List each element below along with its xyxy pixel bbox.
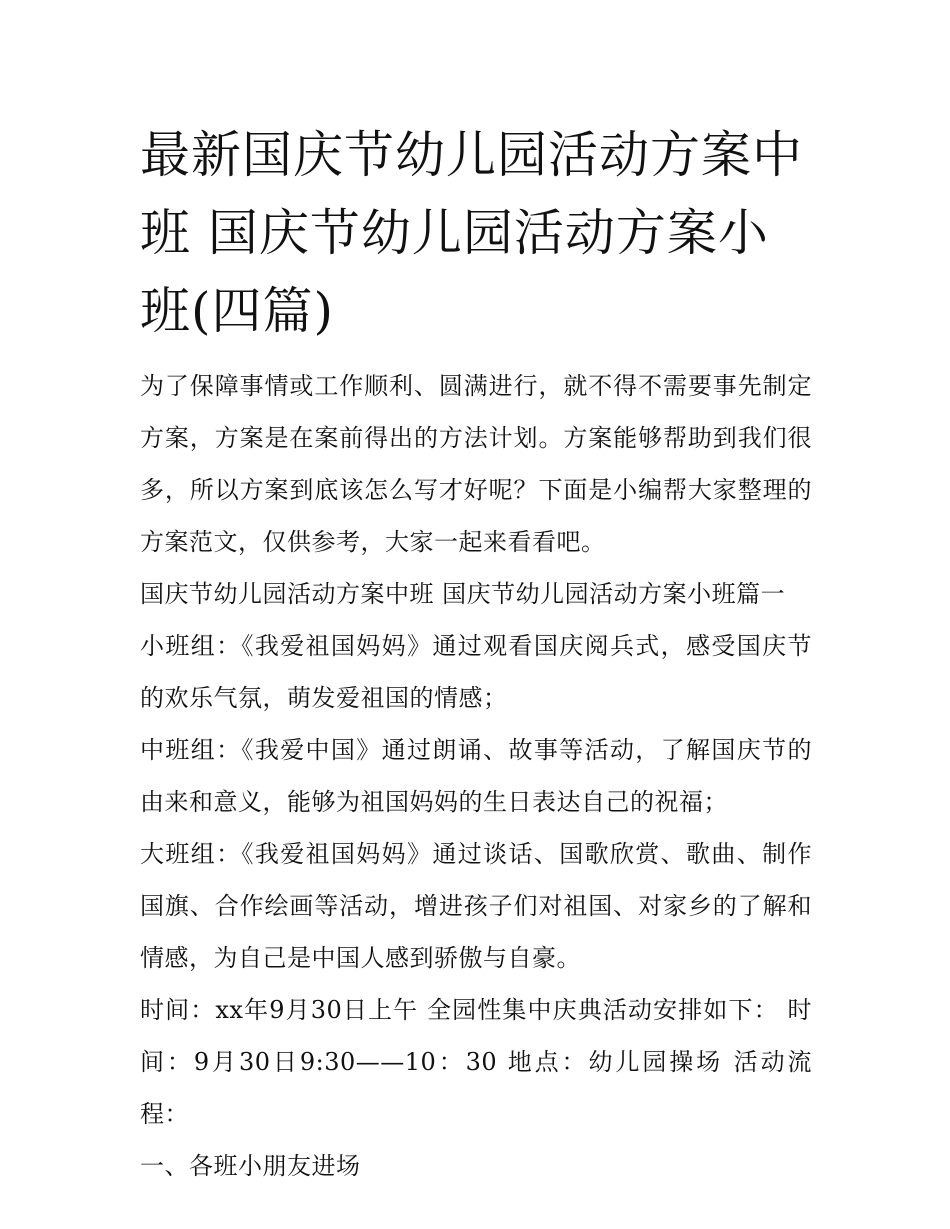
section-heading: 国庆节幼儿园活动方案中班 国庆节幼儿园活动方案小班篇一 [140,580,786,608]
paragraph-schedule: 时间：xx年9月30日上午 全园性集中庆典活动安排如下： 时间：9月30日9:30——10：30 地点：幼儿园操场 活动流程： [140,996,812,1128]
intro-paragraph: 为了保障事情或工作顺利、圆满进行，就不得不需要事先制定方案，方案是在案前得出的方法计划。方案能够帮助到我们很多，所以方案到底该怎么写才好呢？下面是小编帮大家整理的方案范文，仅供参考，大家一起来看看吧。 [140,372,812,556]
document-page [140,116,812,1192]
paragraph-small-class: 小班组：《我爱祖国妈妈》通过观看国庆阅兵式，感受国庆节的欢乐气氛，萌发爱祖国的情感； [140,632,812,712]
document-title: 最新国庆节幼儿园活动方案中班 国庆节幼儿园活动方案小班(四篇) [140,126,803,340]
paragraph-step-one: 一、各班小朋友进场 [140,1152,361,1180]
paragraph-middle-class: 中班组：《我爱中国》通过朗诵、故事等活动，了解国庆节的由来和意义，能够为祖国妈妈的生日表达自己的祝福； [140,736,812,816]
paragraph-big-class: 大班组：《我爱祖国妈妈》通过谈话、国歌欣赏、歌曲、制作国旗、合作绘画等活动，增进孩子们对祖国、对家乡的了解和情感，为自己是中国人感到骄傲与自豪。 [140,840,812,972]
